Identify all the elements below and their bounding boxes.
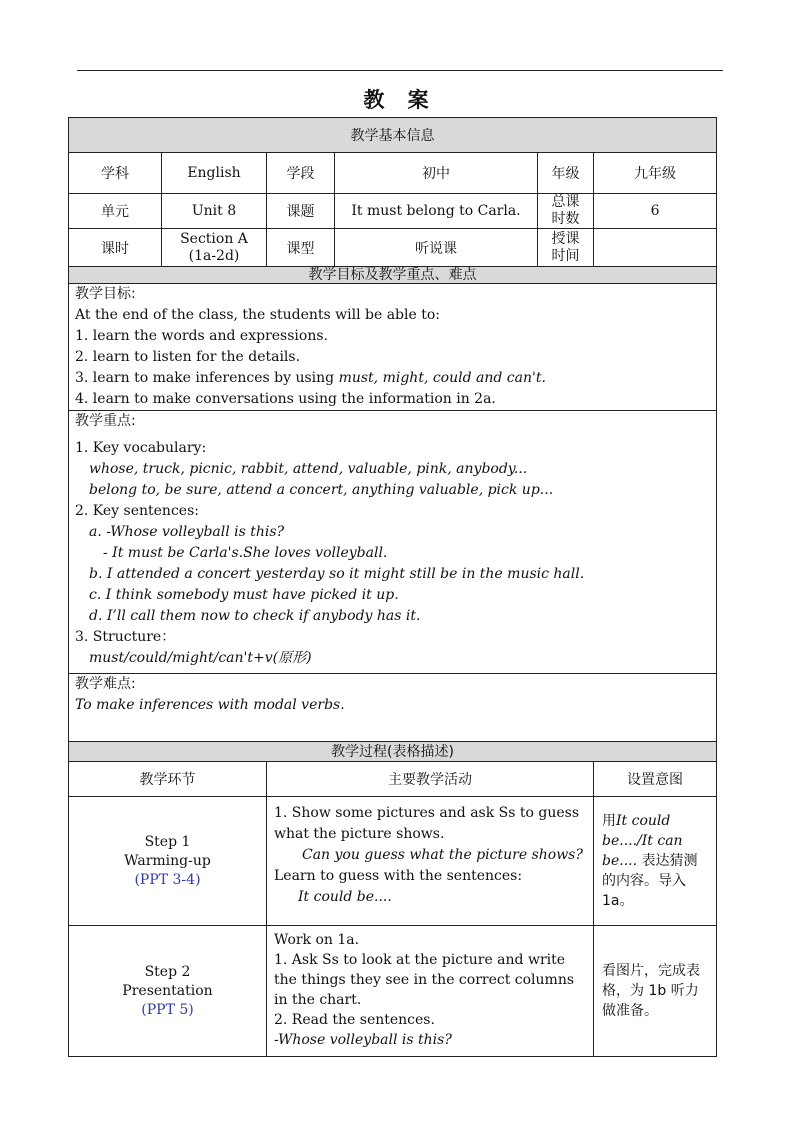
step-1-stage — [69, 797, 267, 926]
key-sentences-heading: 2. Key sentences: — [75, 503, 199, 519]
sentence-a-answer: - It must be Carla's.She loves volleyball. — [103, 545, 388, 561]
step-2-name: Step 2 — [144, 963, 191, 980]
objectives-section — [69, 284, 717, 411]
step-1-purpose-phrases: It could be..../It can be.... — [602, 813, 683, 869]
total-hours-label-line1: 总课 — [551, 194, 580, 210]
objective-1: 1. learn the words and expressions. — [75, 328, 328, 344]
total-hours-label-line2: 时数 — [551, 211, 580, 227]
stage-column-header: 教学环节 — [69, 762, 267, 797]
sentence-a: a. -Whose volleyball is this? — [89, 524, 285, 540]
teaching-time-label — [538, 229, 594, 267]
objective-3-text: 3. learn to make inferences by using — [75, 370, 339, 386]
step-2-activity-4: -Whose volleyball is this? — [274, 1032, 452, 1048]
step-1-activities — [267, 797, 594, 926]
difficulties-text: To make inferences with modal verbs. — [75, 697, 345, 713]
document-title: 教 案 — [363, 88, 437, 112]
objectives-title: 教学目标: — [75, 286, 136, 302]
step-1-purpose-rest: 表达猜测的内容。导入 1a。 — [602, 853, 698, 909]
total-hours-value: 6 — [594, 194, 717, 229]
unit-value: Unit 8 — [162, 194, 267, 229]
key-points-title: 教学重点: — [75, 413, 136, 429]
step-2-stage — [69, 926, 267, 1057]
step-2-ppt-link[interactable]: (PPT 5) — [141, 1001, 194, 1018]
step-2-activity-3: 2. Read the sentences. — [274, 1012, 435, 1028]
objective-4: 4. learn to make conversations using the information in 2a. — [75, 391, 496, 407]
topic-label: 课题 — [267, 194, 335, 229]
process-header: 教学过程(表格描述) — [69, 742, 717, 762]
topic-value: It must belong to Carla. — [335, 194, 538, 229]
difficulties-section — [69, 674, 717, 742]
period-value-line2: (1a-2d) — [188, 247, 240, 264]
unit-label: 单元 — [69, 194, 162, 229]
step-1-name: Step 1 — [144, 833, 191, 850]
step-2-purpose: 看图片，完成表格，为 1b 听力做准备。 — [594, 926, 717, 1057]
stage-value: 初中 — [335, 153, 538, 194]
total-hours-label — [538, 194, 594, 229]
key-vocabulary-heading: 1. Key vocabulary: — [75, 440, 207, 456]
period-value-line1: Section A — [180, 230, 248, 247]
step-1-title: Warming-up — [124, 852, 211, 869]
structure-heading: 3. Structure： — [75, 629, 176, 645]
objectives-intro: At the end of the class, the students will be able to: — [75, 307, 440, 323]
difficulties-title: 教学难点: — [75, 676, 136, 692]
subject-value: English — [162, 153, 267, 194]
period-value — [162, 229, 267, 267]
lesson-plan-table — [68, 117, 717, 1057]
teaching-time-label-line1: 授课 — [551, 230, 580, 247]
step-1-activity-1: 1. Show some pictures and ask Ss to guess what the picture shows. — [274, 805, 580, 842]
step-1-activity-2: Can you guess what the picture shows? — [302, 847, 583, 863]
sentence-b: b. I attended a concert yesterday so it might still be in the music hall. — [89, 566, 585, 582]
lesson-type-label: 课型 — [267, 229, 335, 267]
top-rule — [77, 70, 723, 71]
objective-3-modals: must, might, could and can't. — [338, 370, 546, 386]
stage-label: 学段 — [267, 153, 335, 194]
objective-3 — [75, 368, 710, 389]
subject-label: 学科 — [69, 153, 162, 194]
vocabulary-line-1: whose, truck, picnic, rabbit, attend, valuable, pink, anybody... — [89, 461, 528, 477]
objective-2: 2. learn to listen for the details. — [75, 349, 301, 365]
step-2-title: Presentation — [122, 982, 213, 999]
purpose-column-header: 设置意图 — [594, 762, 717, 797]
teaching-time-label-line2: 时间 — [551, 247, 580, 264]
step-1-activity-3: Learn to guess with the sentences: — [274, 868, 523, 884]
teaching-time-value — [594, 229, 717, 267]
key-points-section — [69, 411, 717, 674]
grade-label: 年级 — [538, 153, 594, 194]
grade-value: 九年级 — [594, 153, 717, 194]
step-2-activities — [267, 926, 594, 1057]
step-1-purpose — [594, 797, 717, 926]
goals-header: 教学目标及教学重点、难点 — [69, 267, 717, 284]
activity-column-header: 主要教学活动 — [267, 762, 594, 797]
step-1-ppt-link[interactable]: (PPT 3-4) — [134, 871, 201, 888]
step-1-purpose-lead: 用 — [602, 813, 616, 829]
step-1-activity-4: It could be.... — [298, 889, 392, 905]
step-2-activity-2: 1. Ask Ss to look at the picture and write the things they see in the correct columns in the chart. — [274, 952, 575, 1008]
vocabulary-line-2: belong to, be sure, attend a concert, anything valuable, pick up... — [89, 482, 554, 498]
step-2-activity-1: Work on 1a. — [274, 932, 360, 948]
basic-info-header: 教学基本信息 — [69, 118, 717, 153]
period-label: 课时 — [69, 229, 162, 267]
sentence-c: c. I think somebody must have picked it up. — [89, 587, 399, 603]
structure-formula: must/could/might/can't+v(原形) — [89, 650, 312, 666]
lesson-type-value: 听说课 — [335, 229, 538, 267]
sentence-d: d. I’ll call them now to check if anybody has it. — [89, 608, 421, 624]
